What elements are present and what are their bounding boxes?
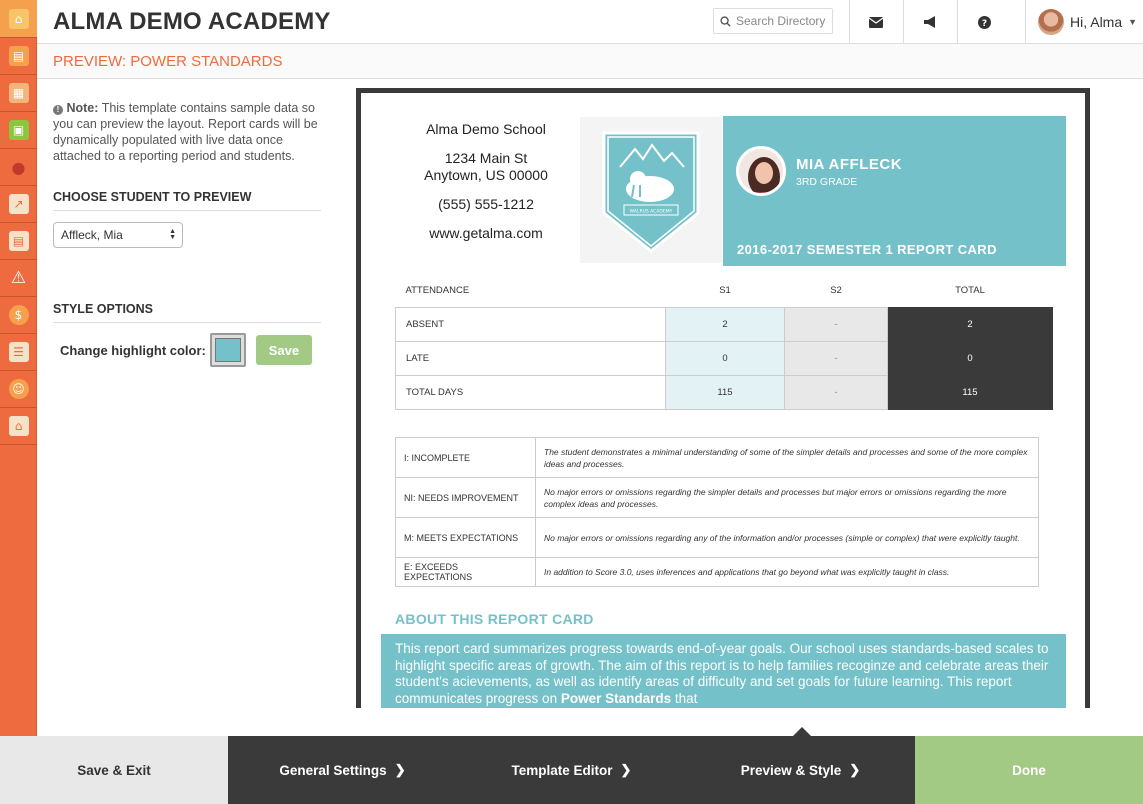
school-website: www.getalma.com bbox=[429, 225, 543, 241]
cell-s2: - bbox=[785, 341, 888, 375]
question-icon bbox=[978, 16, 991, 29]
rail-school[interactable] bbox=[0, 408, 37, 445]
choose-student-heading: CHOOSE STUDENT TO PREVIEW bbox=[53, 190, 321, 211]
step-general-settings[interactable] bbox=[228, 736, 457, 804]
cell-s1: 2 bbox=[666, 307, 785, 341]
attendance-header-row bbox=[396, 275, 1053, 307]
user-greeting: Hi, Alma bbox=[1070, 14, 1123, 30]
rail-reports[interactable] bbox=[0, 186, 37, 223]
envelope-icon bbox=[869, 17, 883, 28]
row-label: TOTAL DAYS bbox=[396, 375, 666, 409]
app-title: ALMA DEMO ACADEMY bbox=[53, 8, 331, 35]
scale-level: M: MEETS EXPECTATIONS bbox=[396, 518, 536, 558]
help-button[interactable] bbox=[957, 0, 1010, 44]
search-input[interactable] bbox=[713, 8, 833, 34]
messages-button[interactable] bbox=[849, 0, 902, 44]
notebook-icon: ▤ bbox=[9, 46, 29, 66]
chart-icon: ↗ bbox=[9, 194, 29, 214]
scale-level: E: EXCEEDS EXPECTATIONS bbox=[396, 558, 536, 587]
walrus-crest-icon bbox=[580, 117, 722, 263]
preview-style-label: Preview & Style bbox=[740, 762, 842, 778]
select-arrows-icon: ▲ ▼ bbox=[169, 228, 176, 241]
save-exit-button[interactable] bbox=[0, 736, 228, 804]
search-placeholder: Search Directory bbox=[736, 14, 826, 28]
preview-note bbox=[53, 100, 321, 164]
user-menu[interactable] bbox=[1025, 0, 1143, 44]
style-options-heading: STYLE OPTIONS bbox=[53, 302, 321, 323]
student-photo bbox=[736, 146, 786, 196]
table-row bbox=[396, 375, 1053, 409]
page-header bbox=[37, 44, 1143, 79]
template-editor-label: Template Editor bbox=[511, 762, 613, 778]
chevron-right-icon: ❯ bbox=[620, 762, 632, 777]
general-settings-label: General Settings bbox=[279, 762, 387, 778]
address-line-2: Anytown, US 00000 bbox=[424, 167, 548, 183]
search-icon bbox=[720, 16, 731, 27]
table-row bbox=[396, 518, 1039, 558]
school-phone: (555) 555-1212 bbox=[438, 196, 534, 212]
step-preview-style[interactable] bbox=[686, 736, 915, 804]
info-icon: ! bbox=[53, 105, 63, 115]
cell-total: 2 bbox=[888, 307, 1053, 341]
cell-s2: - bbox=[785, 307, 888, 341]
student-name: MIA AFFLECK bbox=[796, 156, 903, 173]
report-card-icon: ▤ bbox=[9, 231, 29, 251]
cell-s1: 0 bbox=[666, 341, 785, 375]
top-bar bbox=[37, 0, 1143, 44]
checklist-icon: ☰ bbox=[9, 342, 29, 362]
attendance-col-s1: S1 bbox=[719, 285, 731, 297]
scale-level: NI: NEEDS IMPROVEMENT bbox=[396, 478, 536, 518]
scale-description: No major errors or omissions regarding the simpler details and processes but major errors or omissions regarding the more complex ideas and processes. bbox=[536, 478, 1039, 518]
attendance-col-label: ATTENDANCE bbox=[405, 285, 470, 297]
note-label: Note: bbox=[66, 101, 99, 115]
announcements-button[interactable] bbox=[903, 0, 956, 44]
rail-alerts[interactable] bbox=[0, 260, 37, 297]
rail-billing[interactable] bbox=[0, 297, 37, 334]
people-icon: ☺ bbox=[9, 379, 29, 399]
attendance-col-s2: S2 bbox=[830, 285, 842, 297]
table-row bbox=[396, 438, 1039, 478]
about-text bbox=[381, 634, 1066, 708]
color-swatch bbox=[215, 338, 241, 362]
scale-description: No major errors or omissions regarding any of the information and/or processes (simple or complex) that were explicitly taught. bbox=[536, 518, 1039, 558]
attendance-col-total: TOTAL bbox=[955, 285, 985, 297]
rail-apple[interactable] bbox=[0, 149, 37, 186]
save-exit-label: Save & Exit bbox=[77, 762, 151, 778]
about-text-part-1: This report card summarizes progress towards end-of-year goals. Our school uses standards-based scales to highlight specific areas of growth. The aim of this report is to help families recoginze and celebrate areas their student's acievements, as well as identify areas of difficulty and set goals for future learning. This report communicates progress on bbox=[395, 641, 1049, 706]
highlight-color-row bbox=[53, 333, 321, 367]
chevron-right-icon: ❯ bbox=[849, 762, 861, 777]
report-preview-frame bbox=[356, 88, 1090, 708]
rail-calendar[interactable] bbox=[0, 75, 37, 112]
classes-icon: ▣ bbox=[9, 120, 29, 140]
row-label: LATE bbox=[396, 341, 666, 375]
note-text: This template contains sample data so you can preview the layout. Report cards will be dynamically populated with live data once attached to a reporting period and students. bbox=[53, 101, 318, 163]
done-label: Done bbox=[1012, 762, 1046, 778]
school-house-icon: ⌂ bbox=[9, 9, 29, 29]
done-button[interactable] bbox=[915, 736, 1143, 804]
address-line-1: 1234 Main St bbox=[444, 150, 528, 166]
scale-description: In addition to Score 3.0, uses inferences and applications that go beyond what was explicitly taught in class. bbox=[536, 558, 1039, 587]
row-label: ABSENT bbox=[396, 307, 666, 341]
scale-level: I: INCOMPLETE bbox=[396, 438, 536, 478]
rail-groups[interactable] bbox=[0, 371, 37, 408]
table-row bbox=[396, 558, 1039, 587]
warning-icon: ⚠ bbox=[10, 268, 27, 288]
highlight-color-picker[interactable] bbox=[210, 333, 246, 367]
school-icon: ⌂ bbox=[9, 416, 29, 436]
student-select-value: Affleck, Mia bbox=[61, 228, 123, 242]
options-panel bbox=[53, 100, 321, 367]
table-row bbox=[396, 478, 1039, 518]
school-info bbox=[401, 121, 571, 242]
attendance-table bbox=[395, 275, 1053, 410]
student-select[interactable] bbox=[53, 222, 183, 248]
step-template-editor[interactable] bbox=[457, 736, 686, 804]
student-banner bbox=[723, 116, 1066, 266]
megaphone-icon bbox=[923, 16, 937, 28]
scale-table bbox=[395, 437, 1039, 587]
chevron-down-icon: ▼ bbox=[1128, 17, 1138, 27]
cell-s1: 115 bbox=[666, 375, 785, 409]
rail-gradebook[interactable] bbox=[0, 38, 37, 75]
rail-lists[interactable] bbox=[0, 334, 37, 371]
highlight-color-label: Change highlight color: bbox=[60, 342, 206, 358]
about-text-bold: Power Standards bbox=[560, 690, 672, 706]
svg-text:?: ? bbox=[981, 18, 987, 29]
table-row bbox=[396, 341, 1053, 375]
cell-s2: - bbox=[785, 375, 888, 409]
student-grade: 3RD GRADE bbox=[796, 176, 858, 188]
cell-total: 0 bbox=[888, 341, 1053, 375]
chevron-right-icon: ❯ bbox=[394, 762, 406, 777]
svg-text:WALRUS ACADEMY: WALRUS ACADEMY bbox=[629, 209, 673, 215]
save-color-button[interactable]: Save bbox=[256, 335, 312, 365]
cell-total: 115 bbox=[888, 375, 1053, 409]
apple-icon: ● bbox=[11, 157, 26, 177]
rail-cards[interactable] bbox=[0, 223, 37, 260]
page-title: PREVIEW: POWER STANDARDS bbox=[53, 53, 283, 70]
avatar bbox=[1038, 9, 1064, 35]
report-period: 2016-2017 SEMESTER 1 REPORT CARD bbox=[737, 242, 997, 257]
school-name: Alma Demo School bbox=[426, 121, 546, 137]
calendar-icon: ▦ bbox=[9, 83, 29, 103]
rail-home[interactable] bbox=[0, 0, 37, 38]
table-row bbox=[396, 307, 1053, 341]
about-text-part-2: that bbox=[671, 690, 698, 706]
school-logo bbox=[580, 117, 722, 263]
dollar-icon: $ bbox=[9, 305, 29, 325]
rail-classes[interactable] bbox=[0, 112, 37, 149]
app-rail bbox=[0, 0, 37, 736]
scale-description: The student demonstrates a minimal understanding of some of the simpler details and processes and some of the more complex ideas and processes. bbox=[536, 438, 1039, 478]
about-heading: ABOUT THIS REPORT CARD bbox=[395, 611, 594, 627]
wizard-footer bbox=[0, 736, 1143, 804]
